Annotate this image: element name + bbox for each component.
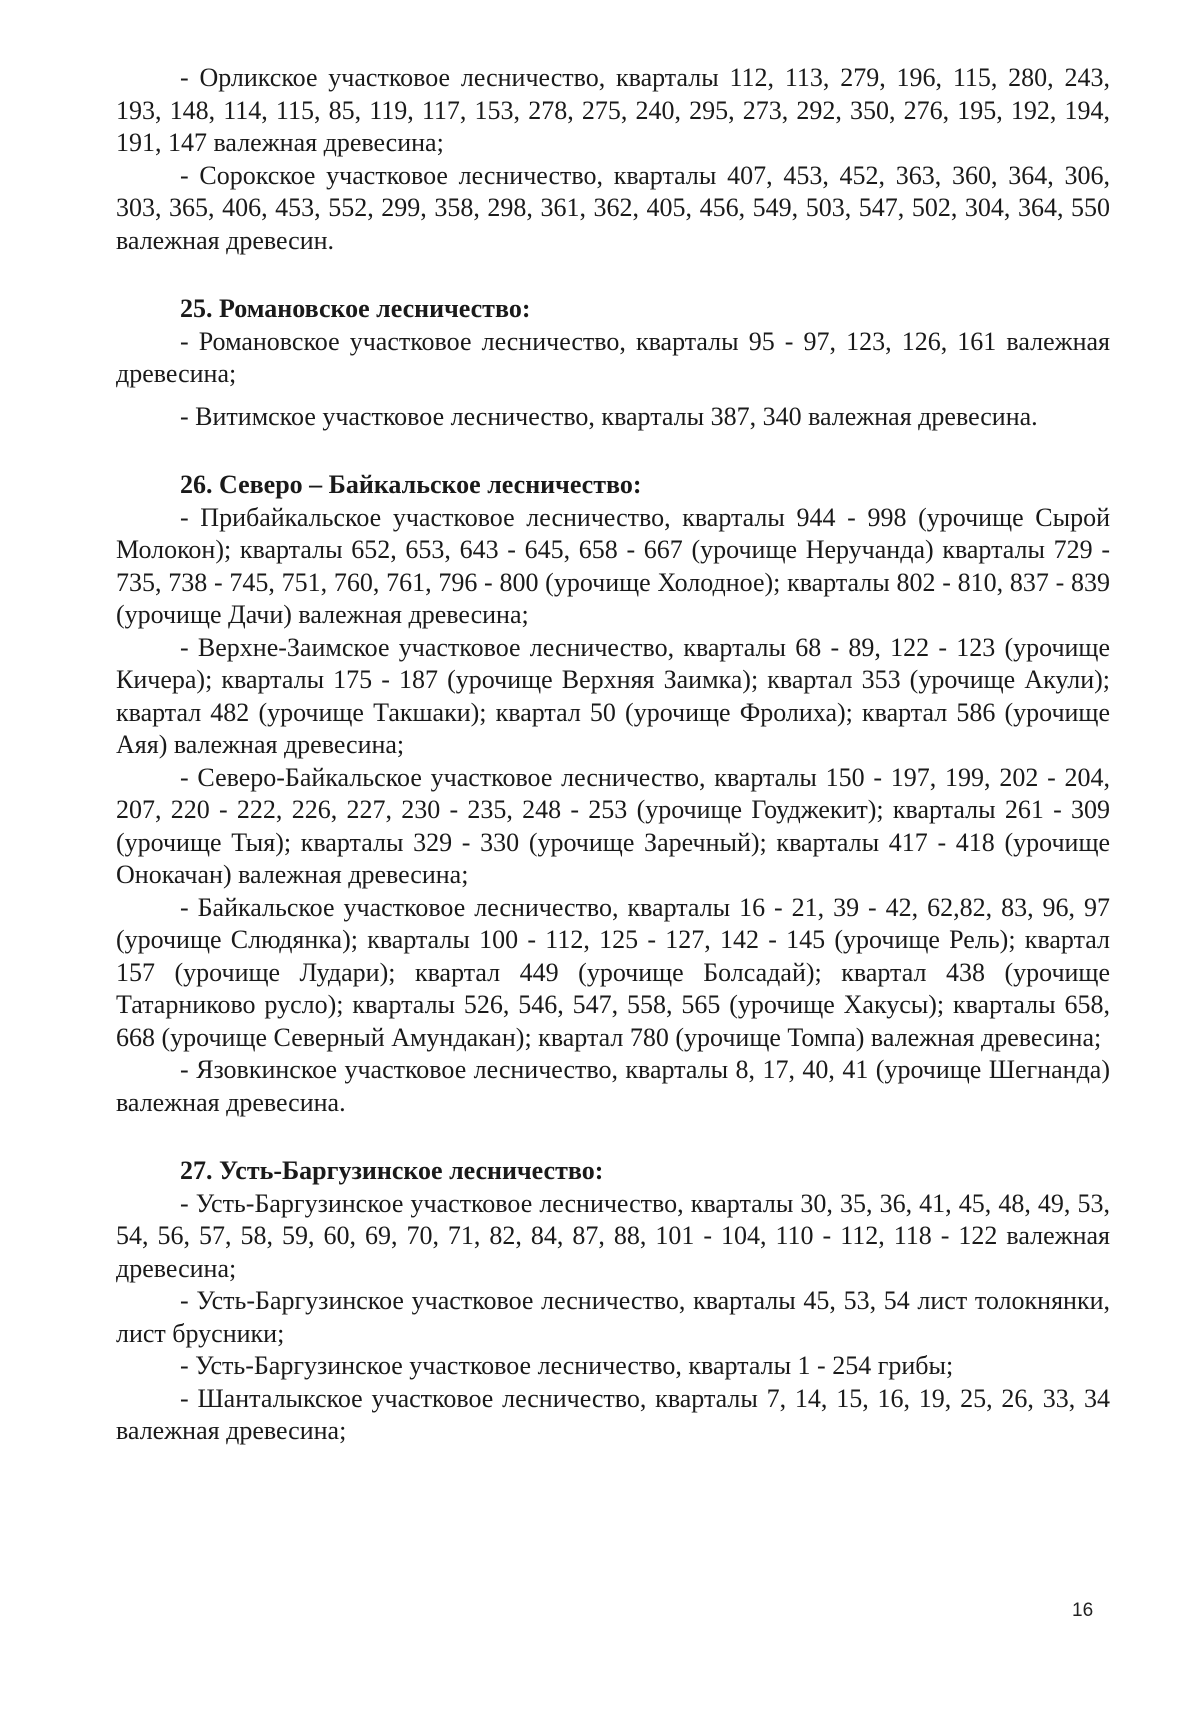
paragraph-vitimskoe: - Витимское участковое лесничество, кварталы 387, 340 валежная древесина. bbox=[180, 401, 1038, 431]
paragraph-romanovskoe: - Романовское участковое лесничество, кварталы 95 - 97, 123, 126, 161 валежная древесина; bbox=[116, 326, 1110, 388]
section-heading-26: 26. Северо – Байкальское лесничество: bbox=[180, 470, 642, 499]
paragraph-ust-barguzinskoe-3: - Усть-Баргузинское участковое лесничество, кварталы 1 - 254 грибы; bbox=[180, 1351, 954, 1380]
paragraph-verkhne-zaimskoe: - Верхне-Заимское участковое лесничество, кварталы 68 - 89, 122 - 123 (урочище Кичера); кварталы 175 - 187 (урочище Верхняя Заимка); квартал 353 (урочище Акули); квартал 482 (урочище Такшаки); квартал 50 (урочище Фролиха); квартал 586 (урочище Аяя) валежная древесина; bbox=[116, 632, 1110, 759]
spacer bbox=[116, 433, 1110, 469]
paragraph-sorokskoe: - Сорокское участковое лесничество, кварталы 407, 453, 452, 363, 360, 364, 306, 303, 365, 406, 453, 552, 299, 358, 298, 361, 362, 405, 456, 549, 503, 547, 502, 304, 364, 550 валежная древесин. bbox=[116, 160, 1110, 255]
paragraph-severo-baikalskoe: - Северо-Байкальское участковое лесничество, кварталы 150 - 197, 199, 202 - 204, 207, 220 - 222, 226, 227, 230 - 235, 248 - 253 (урочище Гоуджекит); кварталы 261 - 309 (урочище Тыя); кварталы 329 - 330 (урочище Заречный); кварталы 417 - 418 (урочище Онокачан) валежная древесина; bbox=[116, 762, 1110, 889]
section-heading-25: 25. Романовское лесничество: bbox=[180, 294, 531, 323]
paragraph-pribaikalskoe: - Прибайкальское участковое лесничество, кварталы 944 - 998 (урочище Сырой Молокон); кварталы 652, 653, 643 - 645, 658 - 667 (урочище Неручанда) кварталы 729 - 735, 738 - 745, 751, 760, 761, 796 - 800 (урочище Холодное); кварталы 802 - 810, 837 - 839 (урочище Дачи) валежная древесина; bbox=[116, 502, 1110, 629]
page-number: 16 bbox=[1072, 1600, 1094, 1621]
spacer bbox=[116, 257, 1110, 293]
spacer bbox=[116, 391, 1110, 401]
section-heading-27: 27. Усть-Баргузинское лесничество: bbox=[180, 1156, 604, 1185]
document-body bbox=[116, 62, 1110, 1448]
paragraph-shantalykskoe: - Шанталыкское участковое лесничество, кварталы 7, 14, 15, 16, 19, 25, 26, 33, 34 валежная древесина; bbox=[116, 1383, 1110, 1445]
paragraph-orlikskoe: - Орликское участковое лесничество, кварталы 112, 113, 279, 196, 115, 280, 243, 193, 148, 114, 115, 85, 119, 117, 153, 278, 275, 240, 295, 273, 292, 350, 276, 195, 192, 194, 191, 147 валежная древесина; bbox=[116, 63, 1110, 157]
paragraph-ust-barguzinskoe-1: - Усть-Баргузинское участковое лесничество, кварталы 30, 35, 36, 41, 45, 48, 49, 53, 54, 56, 57, 58, 59, 60, 69, 70, 71, 82, 84, 87, 88, 101 - 104, 110 - 112, 118 - 122 валежная древесина; bbox=[116, 1188, 1110, 1283]
paragraph-ust-barguzinskoe-2: - Усть-Баргузинское участковое лесничество, кварталы 45, 53, 54 лист толокнянки, лист брусники; bbox=[116, 1286, 1110, 1348]
paragraph-baikalskoe: - Байкальское участковое лесничество, кварталы 16 - 21, 39 - 42, 62,82, 83, 96, 97 (урочище Слюдянка); кварталы 100 - 112, 125 - 127, 142 - 145 (урочище Рель); квартал 157 (урочище Лудари); квартал 449 (урочище Болсадай); квартал 438 (урочище Татарниково русло); кварталы 526, 546, 547, 558, 565 (урочище Хакусы); кварталы 658, 668 (урочище Северный Амундакан); квартал 780 (урочище Томпа) валежная древесина; bbox=[116, 892, 1110, 1052]
spacer bbox=[116, 1119, 1110, 1155]
paragraph-yazovkinskoe: - Язовкинское участковое лесничество, кварталы 8, 17, 40, 41 (урочище Шегнанда) валежная древесина. bbox=[116, 1055, 1110, 1117]
